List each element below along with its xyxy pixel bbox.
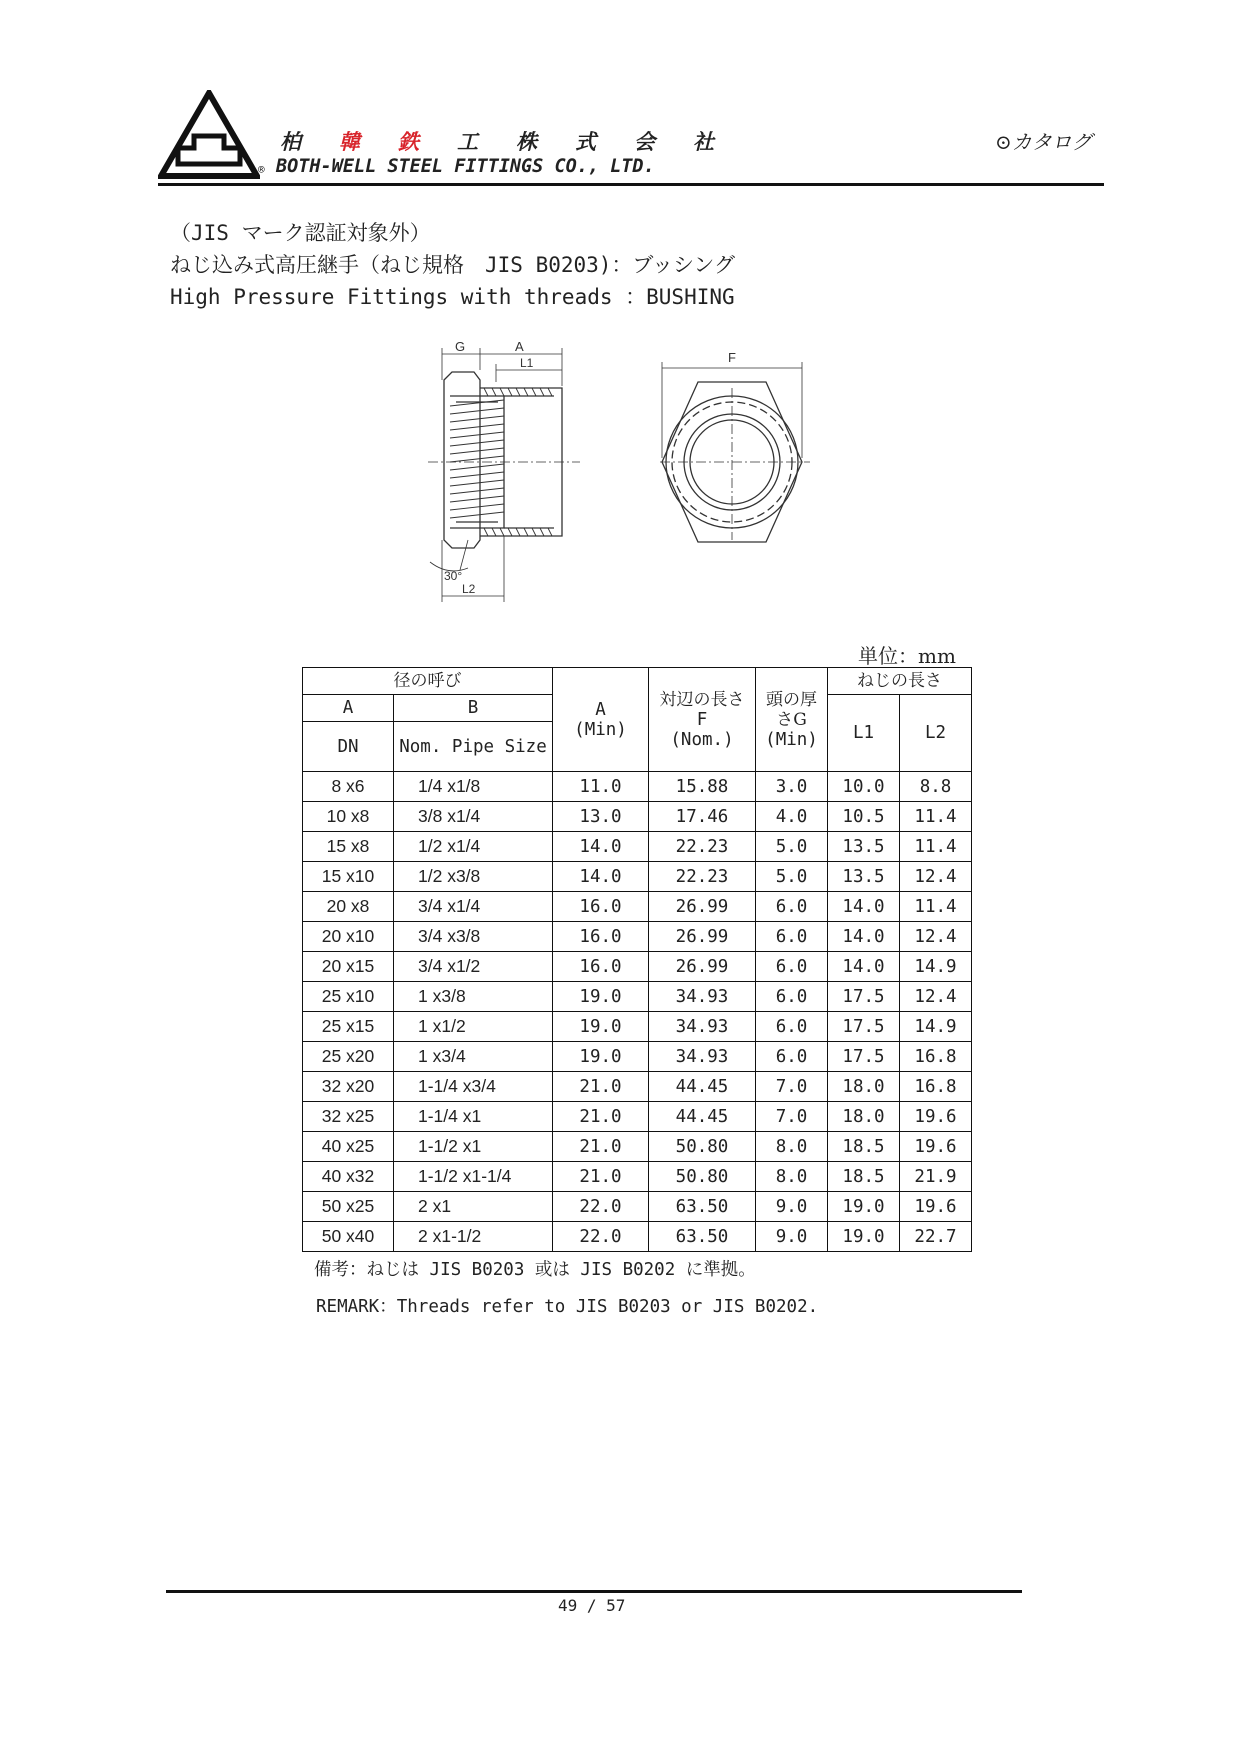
cell-l2: 14.9 xyxy=(900,1012,972,1042)
header-f-line1: 対辺の長さ xyxy=(659,689,745,710)
cell-f: 44.45 xyxy=(649,1072,756,1102)
table-row xyxy=(303,802,972,832)
footer-divider xyxy=(166,1590,1022,1593)
header-thread-length: ねじの長さ xyxy=(828,668,972,695)
cell-dn: 50 x25 xyxy=(303,1192,394,1222)
cell-l2: 21.9 xyxy=(900,1162,972,1192)
cell-dn: 25 x15 xyxy=(303,1012,394,1042)
cell-a: 19.0 xyxy=(553,1012,649,1042)
table-row xyxy=(303,1042,972,1072)
cell-f: 34.93 xyxy=(649,1012,756,1042)
cell-l2: 8.8 xyxy=(900,772,972,802)
table-row xyxy=(303,1102,972,1132)
header-g-line2: さG xyxy=(776,709,807,730)
title-jp: ねじ込み式高圧継手（ねじ規格 JIS B0203)：ブッシング xyxy=(170,253,736,277)
cell-dn: 50 x40 xyxy=(303,1222,394,1252)
cell-g: 6.0 xyxy=(756,952,828,982)
cell-l2: 19.6 xyxy=(900,1192,972,1222)
cell-l2: 14.9 xyxy=(900,952,972,982)
cell-a: 22.0 xyxy=(553,1222,649,1252)
table-row xyxy=(303,952,972,982)
unit-label: 単位：mm xyxy=(858,644,956,668)
dim-label-g: G xyxy=(455,340,466,354)
cell-f: 34.93 xyxy=(649,982,756,1012)
cell-dn: 10 x8 xyxy=(303,802,394,832)
company-name-en: BOTH-WELL STEEL FITTINGS CO., LTD. xyxy=(276,156,655,177)
cell-a: 19.0 xyxy=(553,982,649,1012)
cell-l1: 14.0 xyxy=(828,922,900,952)
cell-g: 3.0 xyxy=(756,772,828,802)
cell-dn: 15 x8 xyxy=(303,832,394,862)
header-f-line3: (Nom.) xyxy=(670,729,734,750)
cell-a: 21.0 xyxy=(553,1162,649,1192)
cell-f: 26.99 xyxy=(649,892,756,922)
cell-a: 14.0 xyxy=(553,862,649,892)
header-nps: Nom. Pipe Size xyxy=(394,722,553,772)
cell-f: 34.93 xyxy=(649,1042,756,1072)
cell-g: 9.0 xyxy=(756,1192,828,1222)
cell-g: 4.0 xyxy=(756,802,828,832)
cell-l1: 18.5 xyxy=(828,1132,900,1162)
page-number: 49 / 57 xyxy=(558,1596,626,1615)
catalog-label: ⊙カタログ xyxy=(995,130,1092,154)
cell-dn: 20 x8 xyxy=(303,892,394,922)
spec-table xyxy=(302,667,972,1252)
cell-dn: 20 x15 xyxy=(303,952,394,982)
company-char: 式 xyxy=(575,129,596,154)
cell-dn: 20 x10 xyxy=(303,922,394,952)
title-jis-note: （JIS マーク認証対象外） xyxy=(170,221,431,245)
header-l2: L2 xyxy=(900,695,972,772)
cell-g: 9.0 xyxy=(756,1222,828,1252)
cell-dn: 8 x6 xyxy=(303,772,394,802)
cell-g: 8.0 xyxy=(756,1162,828,1192)
cell-l1: 10.5 xyxy=(828,802,900,832)
table-row xyxy=(303,1072,972,1102)
cell-f: 63.50 xyxy=(649,1222,756,1252)
table-row xyxy=(303,922,972,952)
table-row xyxy=(303,982,972,1012)
cell-l1: 17.5 xyxy=(828,1012,900,1042)
cell-a: 11.0 xyxy=(553,772,649,802)
remark-en: REMARK：Threads refer to JIS B0203 or JIS B0202. xyxy=(316,1297,819,1317)
header-g-line1: 頭の厚 xyxy=(766,689,817,710)
cell-nps: 1-1/2 x1-1/4 xyxy=(394,1162,553,1192)
cell-g: 6.0 xyxy=(756,1042,828,1072)
cell-l2: 11.4 xyxy=(900,892,972,922)
header-g-line3: (Min) xyxy=(765,729,818,750)
cell-g: 5.0 xyxy=(756,862,828,892)
cell-g: 6.0 xyxy=(756,922,828,952)
cell-nps: 3/4 x3/8 xyxy=(394,922,553,952)
dim-label-a: A xyxy=(515,340,524,354)
cell-nps: 1/2 x1/4 xyxy=(394,832,553,862)
cell-dn: 32 x20 xyxy=(303,1072,394,1102)
dim-label-f: F xyxy=(728,350,736,365)
header-f-line2: F xyxy=(696,709,708,730)
cell-l2: 16.8 xyxy=(900,1072,972,1102)
cell-nps: 3/4 x1/4 xyxy=(394,892,553,922)
table-row xyxy=(303,892,972,922)
cell-dn: 40 x32 xyxy=(303,1162,394,1192)
cell-a: 16.0 xyxy=(553,952,649,982)
cell-l1: 19.0 xyxy=(828,1192,900,1222)
cell-f: 50.80 xyxy=(649,1132,756,1162)
cell-f: 50.80 xyxy=(649,1162,756,1192)
cell-l2: 19.6 xyxy=(900,1102,972,1132)
cell-g: 7.0 xyxy=(756,1072,828,1102)
company-logo xyxy=(158,90,260,180)
cell-dn: 32 x25 xyxy=(303,1102,394,1132)
cell-a: 19.0 xyxy=(553,1042,649,1072)
cell-g: 6.0 xyxy=(756,1012,828,1042)
remark-jp: 備考：ねじは JIS B0203 或は JIS B0202 に準拠。 xyxy=(314,1260,756,1280)
cell-l2: 11.4 xyxy=(900,832,972,862)
cell-g: 8.0 xyxy=(756,1132,828,1162)
cell-l1: 19.0 xyxy=(828,1222,900,1252)
cell-g: 6.0 xyxy=(756,892,828,922)
table-row xyxy=(303,1192,972,1222)
cell-l2: 16.8 xyxy=(900,1042,972,1072)
cell-g: 6.0 xyxy=(756,982,828,1012)
cell-l2: 12.4 xyxy=(900,982,972,1012)
cell-l1: 18.0 xyxy=(828,1072,900,1102)
cell-l1: 18.0 xyxy=(828,1102,900,1132)
company-name-jp xyxy=(280,126,752,156)
header-col-b: B xyxy=(394,695,553,722)
cell-f: 44.45 xyxy=(649,1102,756,1132)
header-col-a: A xyxy=(303,695,394,722)
cell-nps: 1/2 x3/8 xyxy=(394,862,553,892)
cell-f: 17.46 xyxy=(649,802,756,832)
dim-label-angle: 30° xyxy=(444,569,463,583)
cell-nps: 3/4 x1/2 xyxy=(394,952,553,982)
company-char: 会 xyxy=(634,129,655,154)
cell-nps: 1 x3/8 xyxy=(394,982,553,1012)
header-a-line2: (Min) xyxy=(574,719,627,740)
cell-a: 21.0 xyxy=(553,1102,649,1132)
company-char: 柏 xyxy=(280,129,301,154)
cell-nps: 2 x1-1/2 xyxy=(394,1222,553,1252)
cell-a: 21.0 xyxy=(553,1072,649,1102)
company-char: 韓 xyxy=(339,129,360,154)
cell-l1: 17.5 xyxy=(828,982,900,1012)
cell-a: 21.0 xyxy=(553,1132,649,1162)
cell-a: 13.0 xyxy=(553,802,649,832)
table-row xyxy=(303,1132,972,1162)
company-char: 鉄 xyxy=(398,129,419,154)
company-char: 社 xyxy=(693,129,714,154)
table-row xyxy=(303,862,972,892)
table-row xyxy=(303,1162,972,1192)
cell-nps: 1-1/2 x1 xyxy=(394,1132,553,1162)
cell-f: 15.88 xyxy=(649,772,756,802)
cell-nps: 1-1/4 x1 xyxy=(394,1102,553,1132)
cell-f: 26.99 xyxy=(649,922,756,952)
title-en: High Pressure Fittings with threads ：BUSHING xyxy=(170,285,735,309)
company-char: 株 xyxy=(516,129,537,154)
cell-nps: 2 x1 xyxy=(394,1192,553,1222)
cell-nps: 1 x3/4 xyxy=(394,1042,553,1072)
registered-mark: ® xyxy=(258,163,265,176)
header-l1: L1 xyxy=(828,695,900,772)
cell-f: 22.23 xyxy=(649,862,756,892)
cell-l1: 18.5 xyxy=(828,1162,900,1192)
header-dn: DN xyxy=(303,722,394,772)
cell-nps: 1 x1/2 xyxy=(394,1012,553,1042)
cell-dn: 25 x20 xyxy=(303,1042,394,1072)
cell-f: 26.99 xyxy=(649,952,756,982)
header-nominal: 径の呼び xyxy=(303,668,553,695)
header-divider xyxy=(158,183,1104,186)
cell-l1: 14.0 xyxy=(828,952,900,982)
front-view xyxy=(660,350,810,542)
cell-a: 16.0 xyxy=(553,892,649,922)
cell-f: 63.50 xyxy=(649,1192,756,1222)
cell-l1: 14.0 xyxy=(828,892,900,922)
cell-l1: 10.0 xyxy=(828,772,900,802)
cell-l1: 13.5 xyxy=(828,862,900,892)
header-a-min xyxy=(553,668,649,772)
header-f xyxy=(649,668,756,772)
cell-dn: 40 x25 xyxy=(303,1132,394,1162)
cell-g: 7.0 xyxy=(756,1102,828,1132)
header-g xyxy=(756,668,828,772)
cell-dn: 15 x10 xyxy=(303,862,394,892)
table-row xyxy=(303,1222,972,1252)
cell-nps: 1-1/4 x3/4 xyxy=(394,1072,553,1102)
cell-l1: 13.5 xyxy=(828,832,900,862)
cell-l2: 12.4 xyxy=(900,862,972,892)
cell-nps: 3/8 x1/4 xyxy=(394,802,553,832)
cell-l2: 11.4 xyxy=(900,802,972,832)
cell-l2: 22.7 xyxy=(900,1222,972,1252)
table-row xyxy=(303,1012,972,1042)
cell-dn: 25 x10 xyxy=(303,982,394,1012)
dim-label-l2: L2 xyxy=(462,582,476,596)
cell-a: 14.0 xyxy=(553,832,649,862)
cell-l1: 17.5 xyxy=(828,1042,900,1072)
cell-a: 16.0 xyxy=(553,922,649,952)
cell-nps: 1/4 x1/8 xyxy=(394,772,553,802)
cell-f: 22.23 xyxy=(649,832,756,862)
side-view xyxy=(428,340,580,602)
company-char: 工 xyxy=(457,129,478,154)
header-a-line1: A xyxy=(595,699,606,720)
table-row xyxy=(303,772,972,802)
table-row xyxy=(303,832,972,862)
bushing-drawing xyxy=(420,340,820,610)
dim-label-l1: L1 xyxy=(520,356,534,370)
cell-l2: 12.4 xyxy=(900,922,972,952)
cell-a: 22.0 xyxy=(553,1192,649,1222)
cell-l2: 19.6 xyxy=(900,1132,972,1162)
cell-g: 5.0 xyxy=(756,832,828,862)
